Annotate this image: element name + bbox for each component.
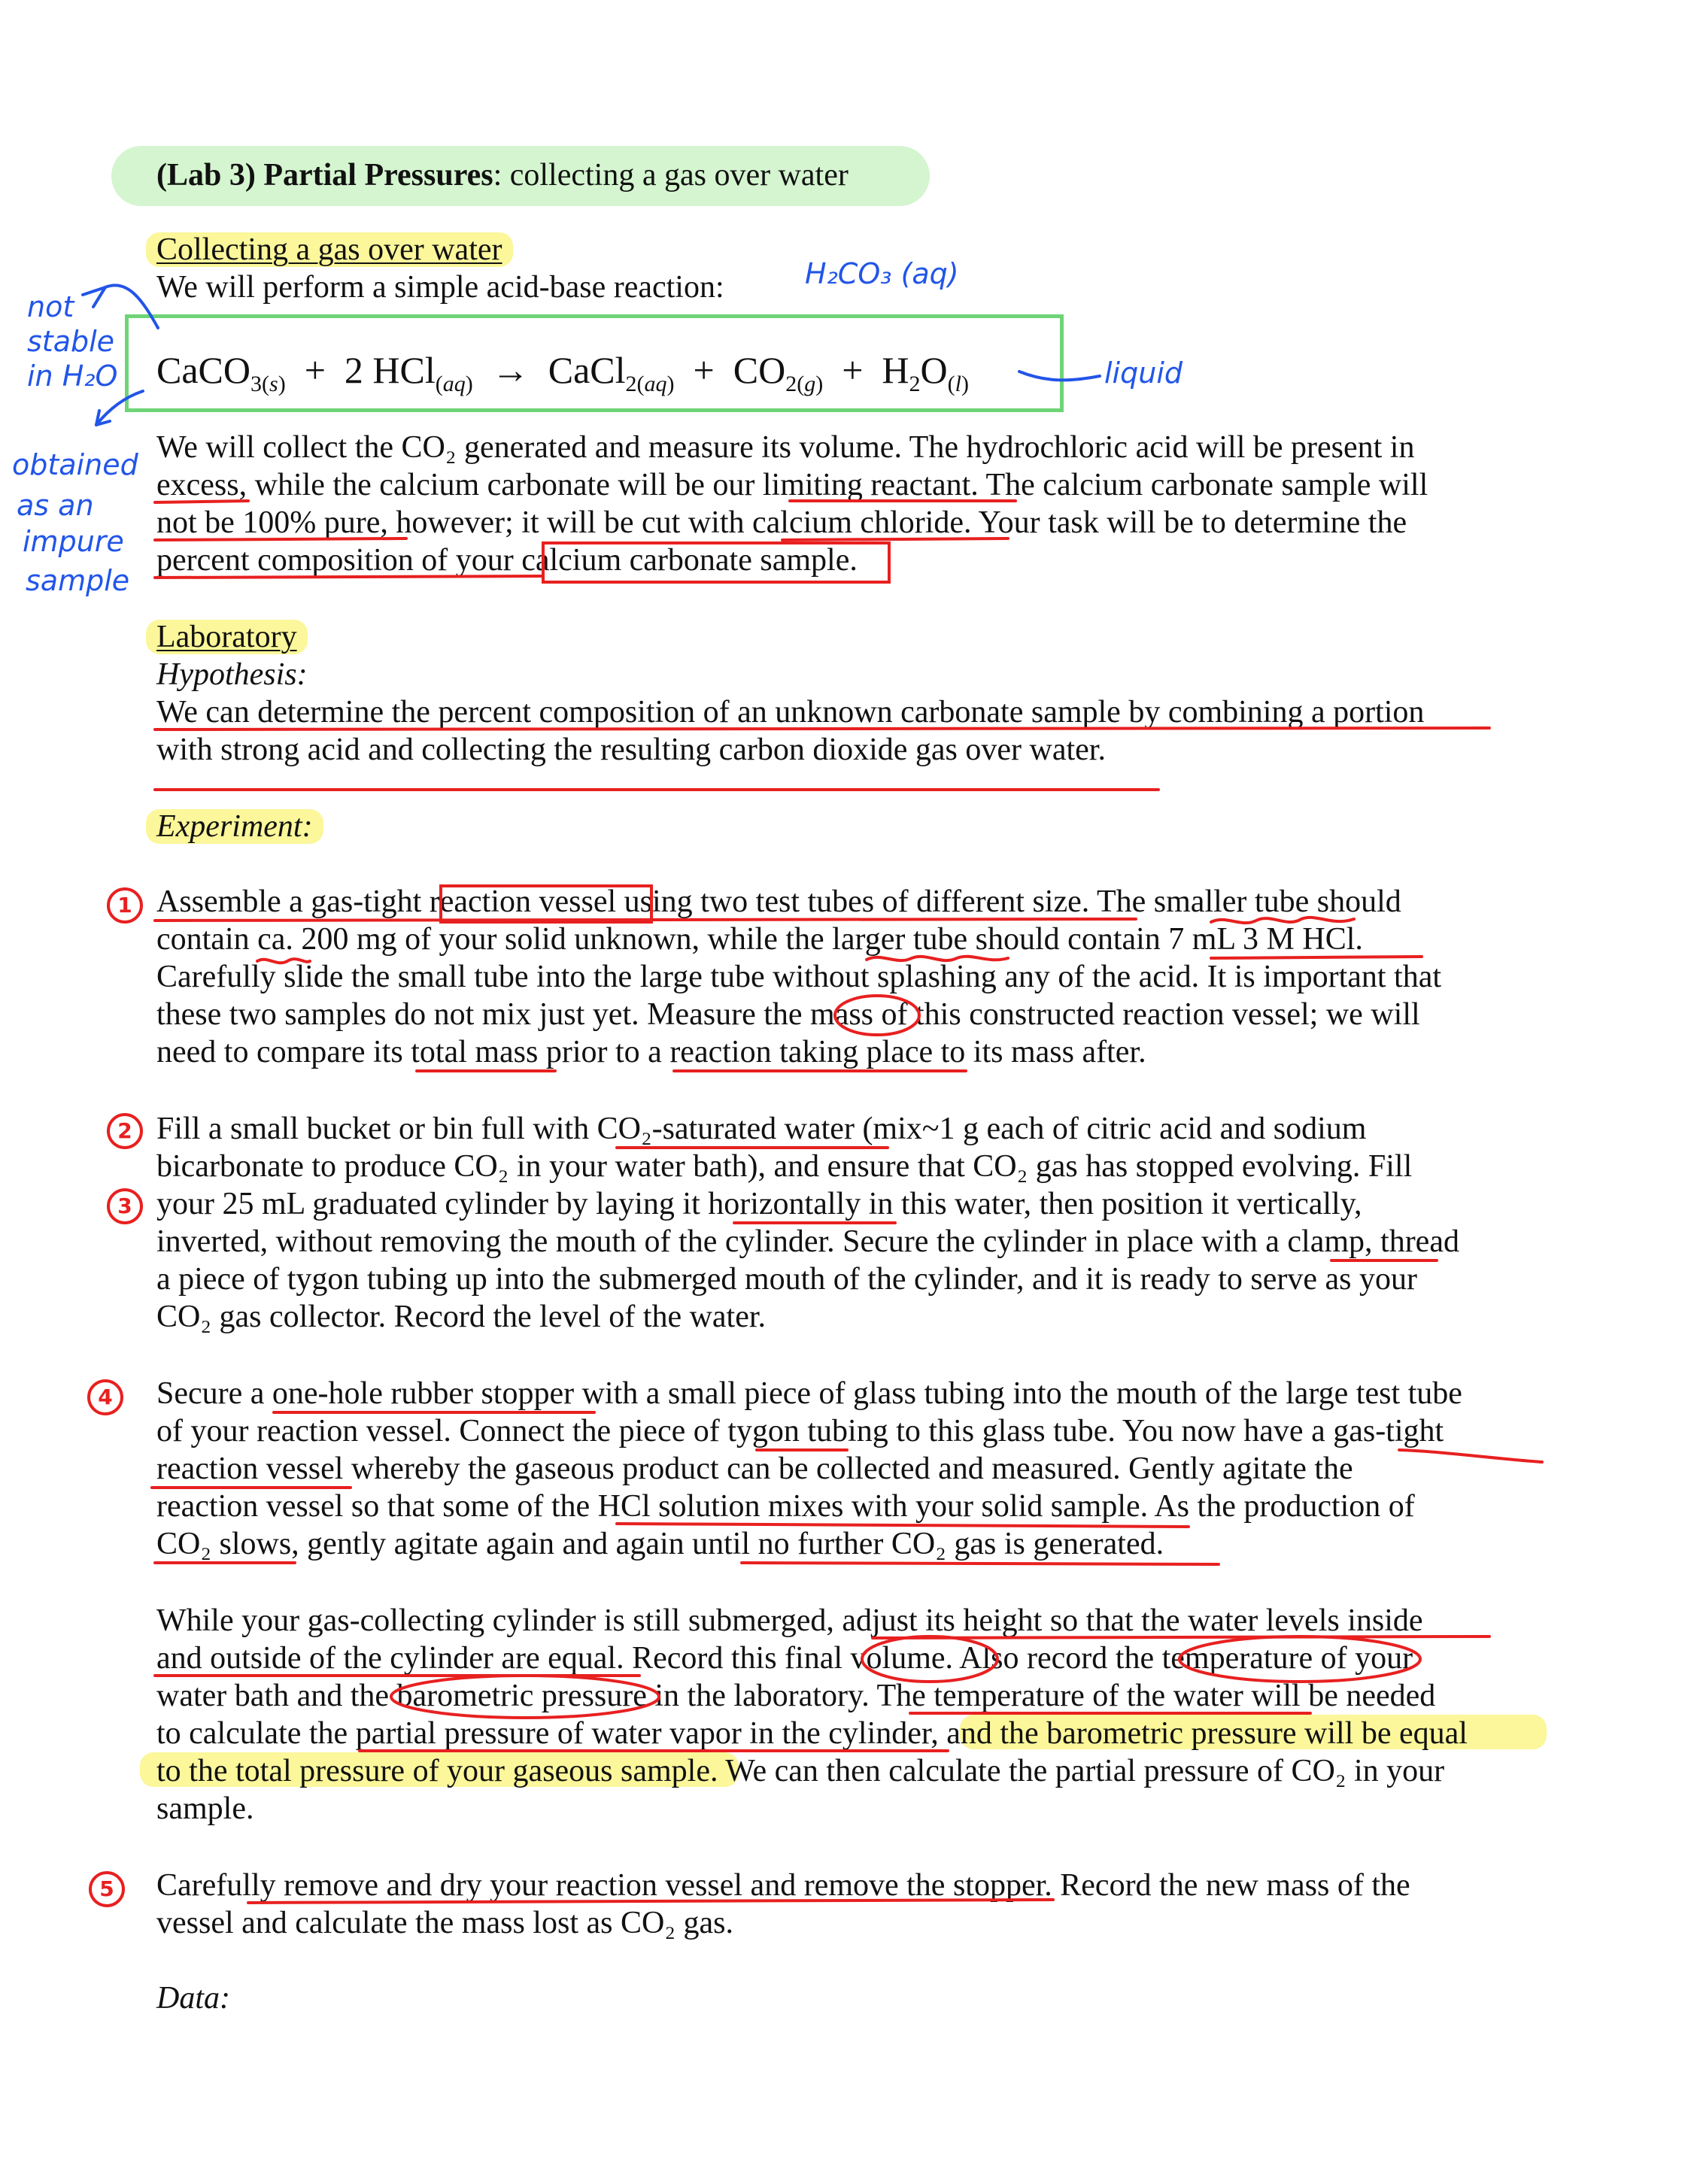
annotation-h2co3: H₂CO₃ (aq)	[805, 257, 959, 290]
step1-line-3: Carefully slide the small tube into the large tube without splashing any of the acid. It is important that	[156, 960, 1442, 994]
annotation-in-h2o: in H₂O	[27, 359, 118, 393]
step2-line-5: a piece of tygon tubing up into the submerged mouth of the cylinder, and it is ready to serve as your	[156, 1262, 1417, 1297]
step2-line-3: your 25 mL graduated cylinder by laying it horizontally in this water, then position it vertically,	[156, 1187, 1362, 1221]
step4-line-3: reaction vessel whereby the gaseous product can be collected and measured. Gently agitate the	[156, 1451, 1353, 1486]
annotation-stable: stable	[27, 325, 115, 358]
section-intro: We will perform a simple acid-base reaction:	[156, 270, 724, 305]
section-heading-collecting: Collecting a gas over water	[156, 231, 513, 268]
step-number-4: 4	[87, 1379, 123, 1415]
para1-line-3: not be 100% pure, however; it will be cut with calcium chloride. Your task will be to determine the	[156, 505, 1407, 540]
step-number-3: 3	[107, 1188, 143, 1224]
cylinder-line-4: to calculate the partial pressure of water vapor in the cylinder, and the barometric pressure will be equal	[156, 1716, 1468, 1751]
cylinder-line-1: While your gas-collecting cylinder is still submerged, adjust its height so that the water levels inside	[156, 1603, 1423, 1638]
step5-line-2: vessel and calculate the mass lost as CO₂ gas.	[156, 1906, 733, 1940]
hypothesis-line-2: with strong acid and collecting the resulting carbon dioxide gas over water.	[156, 733, 1106, 767]
step1-line-4: these two samples do not mix just yet. Measure the mass of this constructed reaction vessel; we will	[156, 997, 1420, 1032]
annotation-not: not	[27, 290, 74, 323]
step-number-2: 2	[107, 1113, 143, 1149]
step4-line-2: of your reaction vessel. Connect the piece of tygon tubing to this glass tube. You now have a gas-tight	[156, 1414, 1444, 1448]
step1-line-2: contain ca. 200 mg of your solid unknown, while the larger tube should contain 7 mL 3 M HCl.	[156, 922, 1363, 957]
step4-line-4: reaction vessel so that some of the HCl solution mixes with your solid sample. As the production of	[156, 1489, 1415, 1524]
step1-line-1: Assemble a gas-tight reaction vessel using two test tubes of different size. The smaller tube should	[156, 884, 1401, 919]
data-label: Data:	[156, 1981, 230, 2016]
title-rest: : collecting a gas over water	[493, 158, 849, 193]
step2-line-6: CO₂ gas collector. Record the level of the water.	[156, 1300, 767, 1334]
annotation-as-an: as an	[17, 489, 94, 522]
cylinder-line-3: water bath and the barometric pressure in the laboratory. The temperature of the water will be needed	[156, 1679, 1436, 1713]
para1-line-1: We will collect the CO₂ generated and measure its volume. The hydrochloric acid will be present in	[156, 430, 1415, 465]
para1-line-2: excess, while the calcium carbonate will be our limiting reactant. The calcium carbonate sample will	[156, 468, 1428, 502]
step2-line-1: Fill a small bucket or bin full with CO₂-saturated water (mix~1 g each of citric acid and sodium	[156, 1112, 1367, 1146]
underline-no-further-co2	[742, 1563, 1219, 1564]
blue-arrowhead-not-stable	[83, 287, 105, 307]
underline-gas-tight	[1399, 1450, 1542, 1462]
annotation-impure: impure	[23, 525, 124, 558]
step-number-5: 5	[89, 1871, 125, 1907]
page-title	[156, 156, 849, 194]
step2-line-2: bicarbonate to produce CO₂ in your water bath), and ensure that CO₂ gas has stopped evolving. Fill	[156, 1149, 1413, 1184]
title-lab: (Lab 3) Partial Pressures	[156, 158, 493, 193]
annotation-obtained: obtained	[12, 448, 138, 481]
cylinder-line-5: to the total pressure of your gaseous sample. We can then calculate the partial pressure of CO₂ in your	[156, 1754, 1445, 1788]
annotation-liquid: liquid	[1104, 356, 1183, 390]
hypothesis-label: Hypothesis:	[156, 657, 308, 692]
step5-line-1: Carefully remove and dry your reaction vessel and remove the stopper. Record the new mass of the	[156, 1868, 1410, 1903]
reaction-equation: CaCO$_{3(s)}$ + 2 HCl$_{(aq)}$ → CaCl$_{2(aq)}$ + $CO_{2(g)} + H_2O_{(l)}$	[156, 349, 969, 396]
step-number-1: 1	[107, 887, 143, 924]
step2-line-4: inverted, without removing the mouth of the cylinder. Secure the cylinder in place with a clamp, thread	[156, 1224, 1459, 1259]
para1-line-4: percent composition of your calcium carbonate sample.	[156, 543, 858, 578]
annotation-sample: sample	[26, 564, 130, 597]
section-heading-laboratory: Laboratory	[156, 618, 308, 656]
experiment-label: Experiment:	[156, 808, 323, 845]
cylinder-line-6: sample.	[156, 1791, 254, 1826]
hypothesis-line-1: We can determine the percent composition of an unknown carbonate sample by combining a portion	[156, 695, 1425, 730]
step4-line-5: CO₂ slows, gently agitate again and again until no further CO₂ gas is generated.	[156, 1527, 1164, 1561]
step4-line-1: Secure a one-hole rubber stopper with a small piece of glass tubing into the mouth of the large test tube	[156, 1376, 1462, 1411]
cylinder-line-2: and outside of the cylinder are equal. Record this final volume. Also record the temperature of your	[156, 1641, 1413, 1676]
step1-line-5: need to compare its total mass prior to a reaction taking place to its mass after.	[156, 1035, 1146, 1069]
